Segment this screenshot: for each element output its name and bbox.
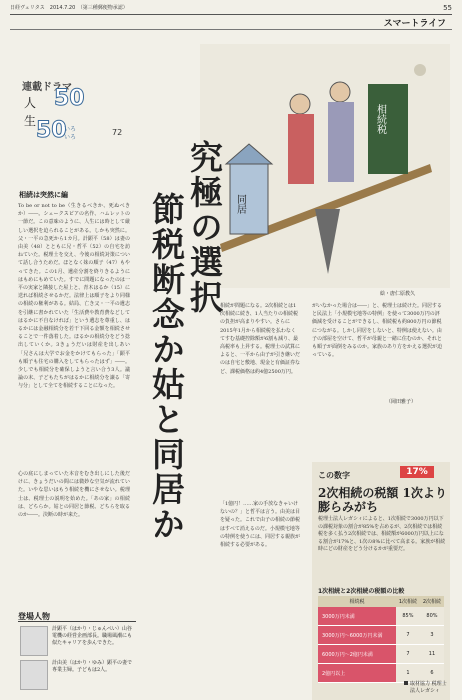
article-col1b: 心の底にしまっていた本音をむき出しにした後だけに、きょうだいの間には微妙な空気が流れていた。いやな思いはもう相続を機にさせない。税理士は、税理士の説明を始めた。「あの家」の相続は、どちらか。姑との同居と節税、どちらを取るのか――。決断の時が来た。	[18, 471, 130, 519]
stat-box	[312, 462, 450, 700]
series-logo	[16, 58, 116, 158]
cast-text: 計顕平（はかり・じゅんぺい）山谷電機の経営企画部長。職場風潮にも似たキャリアを歩んできた。	[52, 626, 133, 646]
cast-rule	[18, 621, 136, 622]
table-row	[318, 626, 444, 645]
table-header: 2次相続	[420, 596, 444, 607]
table-cell: 6000万円〜2億円未満	[318, 645, 396, 664]
series-fifty-top: 50	[54, 86, 85, 111]
illus-label-right: 相続税	[374, 104, 386, 134]
article-col1: To be or not to be（生きるべきか、死ぬべきか）――。シェークスピアの名作、ハムレットの一節だ。この意味のように、人生には時として厳しい選択を迫られることがある。しかも突然に。父・一平の急死から1カ月。計顕平（58）は妻の由美（48）とともに兄・哲平（52）の自宅を訪ねていた。税理士を交え、今後の相続対策について話し合うためだ。ほとなく妹の順子（47）もやってきた。この1月、遺産分割を終りきるようにはもめにもめていた。すでに問題になったのは一平の実家と隣接した屋上と、青木はるか（15）に送れば相続させるかだ。法律上は順子をより同様の相続の権利がある。結局、亡き父・一平の遺志を引継に書かれていた「生活費や教育費などしてはるかに不自なければ」という遺志を尊重し、はるかには金融相続分を若干下回る金額を相続させることで一件落着した。ほるかの相続分をどう捻出していくか。3きょうだいは財産を出しあい「兄さんは大学でお金をかけてもらった」「顕平も順子も住宅の購入をしてもらったはず」――。少しでも相続分を確保しようと言い合う3人。議論の末、子どもたちがはるかに相続分を譲る「寄与分」として全てを相続することになった。	[18, 203, 130, 390]
table-row	[318, 607, 444, 626]
byline: （岡田雅子）	[386, 399, 417, 405]
square-bullet-icon	[404, 681, 408, 685]
illustration-credit: 絵・唐仁原教久	[380, 291, 416, 297]
table-cell: 85%	[396, 607, 420, 626]
article-col3: がいなかった場合は――」と、税理士は続けた。同居すると民法上「小規模宅地等の特例」を使って3000万円の評価減を受けることができるし、相続税も約800万円の節税につながる。しかし同居をしないと、特例は使えない。由子の部屋を空けて、哲平が母親と一緒に住むのか、それとも順子が面倒をみるのか。家族のあり方をかえる選択が迫っている。	[312, 303, 443, 359]
table-header: 相続税	[318, 596, 396, 607]
series-iro-b: いろ	[64, 134, 77, 141]
headline-line2: 節税断念か姑と同居か	[147, 192, 186, 542]
table-cell: 7	[396, 626, 420, 645]
table-header: 1次相続	[396, 596, 420, 607]
table-cell: 2億円以上	[318, 664, 396, 683]
avatar	[20, 660, 48, 690]
article-subhead: 相続は突然に編	[19, 191, 68, 199]
headline	[143, 140, 223, 700]
headline-line1: 究極の選択	[185, 140, 224, 315]
comparison-table	[318, 596, 444, 683]
series-iro-a: いろ	[64, 126, 77, 133]
cast-heading: 登場人物	[18, 612, 50, 621]
table-cell: 3	[420, 626, 444, 645]
cast-text: 計由美（はかり・ゆみ）顕平の妻で専業主婦。子どもは2人。	[52, 660, 133, 673]
box-tag: この数字	[318, 471, 350, 480]
seesaw-illustration	[200, 44, 450, 288]
illus-label-left: 同居	[234, 194, 246, 214]
box-title: 2次相続の税額 1次より膨らみがち	[318, 486, 447, 514]
table-cell: 3000万円〜6000万円未満	[318, 626, 396, 645]
section-rule	[10, 29, 452, 30]
series-title-jin: 人	[24, 96, 37, 110]
table-cell: 6	[420, 664, 444, 683]
publication-line: 日経ヴェリタス 2014.7.20 （第三種郵便物承認）	[10, 5, 128, 11]
cast-item	[18, 626, 136, 656]
series-label: 連載ドラマ	[22, 82, 72, 93]
box-percent: 17%	[400, 466, 434, 478]
series-fifty-bottom: 50	[36, 118, 67, 143]
episode-number: 72	[112, 128, 123, 137]
avatar	[20, 626, 48, 656]
table-cell: 11	[420, 645, 444, 664]
series-title-sei: 生	[24, 114, 37, 128]
article-col2b: 「1億円！……家の手放なきゃいけないの？」と哲平は言う。由美は目を疑った。これで由子の相続の節税はすべて消えるのだ。小規模宅地等の特例を使うには、同居する親族が相続する必要がある。	[220, 501, 301, 549]
table-cell: 1	[396, 664, 420, 683]
table-title: 1次相続と2次相続の税額の比較	[318, 588, 405, 595]
table-cell: 7	[396, 645, 420, 664]
box-body: 税理士法人レガシィによると、1次相続で3000万円以下の課税対象の割合が85%を占めるが、2次相続では相続税を多く払う2次相続では、相続額が6000万円以上になる割合が17%と、1次の8%に比べて高まる。家族が相続時にどの財産をどう分けるかが重要だ。	[318, 516, 446, 552]
page-header	[10, 4, 452, 14]
table-row	[318, 645, 444, 664]
table-cell: 3000万円未満	[318, 607, 396, 626]
header-rule	[10, 14, 452, 15]
support-credit: 取材協力 税理士法人レガシィ	[410, 681, 447, 694]
article-col2: 相続が問題になる。2次相続とは1次相続に続き、1人当たりの相続税の負担が高まりやすい。さらに2015年1月から相続税を払わなくてすむ基礎控除額が6割も減り、最高税率も上昇する。税理士の試算によると、一平から由子が引き継いだのは自宅と敷地、現金と有価証券など、課税価格は約4億2500万円。	[220, 303, 301, 375]
table-cell: 80%	[420, 607, 444, 626]
cast-item	[18, 660, 136, 690]
section-title: スマートライフ	[383, 19, 446, 29]
page-number: 55	[443, 4, 452, 12]
